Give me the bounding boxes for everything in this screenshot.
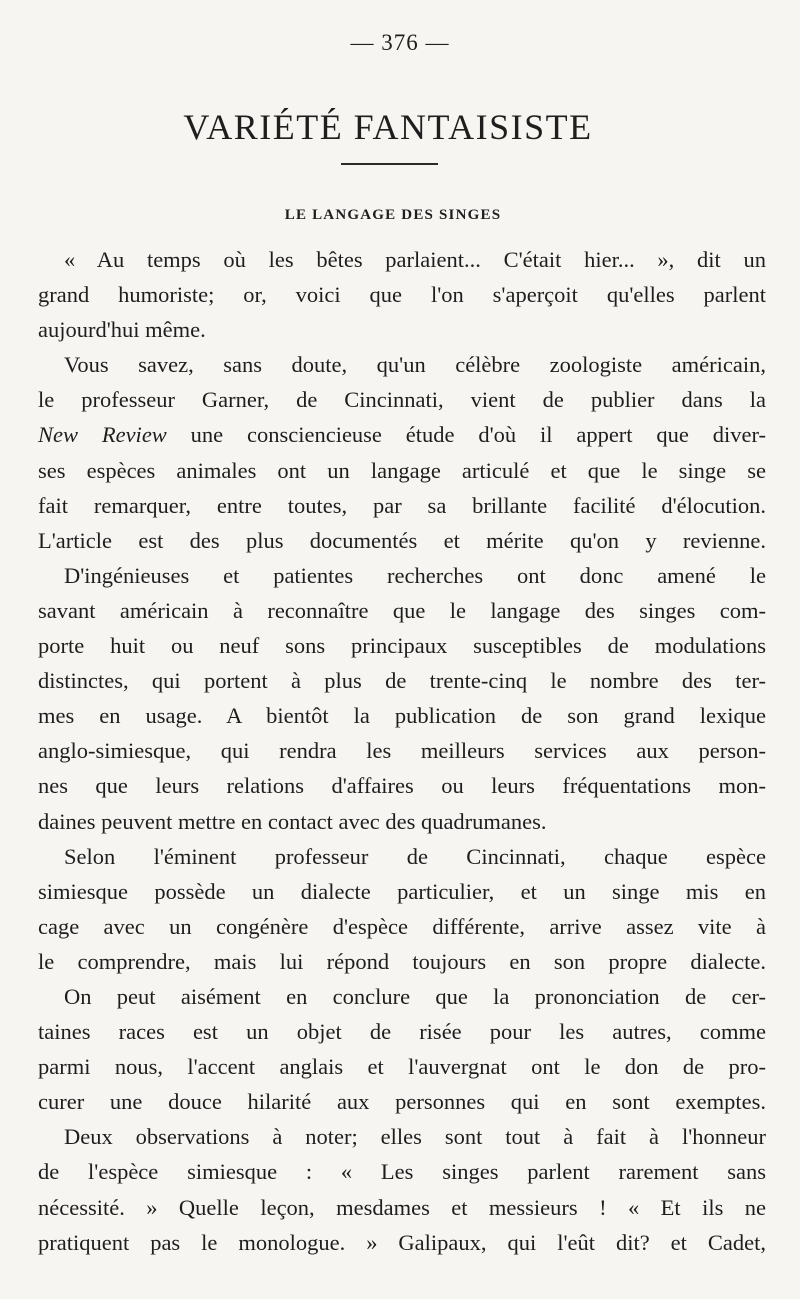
text-line: pratiquent pas le monologue. » Galipaux, qui l'eût dit? et Cadet,: [38, 1229, 766, 1255]
text-line: mes en usage. A bientôt la publication de son grand lexique: [38, 703, 766, 729]
text-line: nes que leurs relations d'affaires ou leurs fréquentations mon-: [38, 773, 766, 799]
text-line: « Au temps où les bêtes parlaient... C'était hier... », dit un: [64, 247, 766, 272]
text-line: ses espèces animales ont un langage articulé et que le singe se: [38, 457, 766, 483]
text-line: le professeur Garner, de Cincinnati, vient de publier dans la: [38, 387, 766, 413]
title-divider: [341, 163, 438, 165]
text-line: anglo-simiesque, qui rendra les meilleurs services aux person-: [38, 738, 766, 764]
text-line: grand humoriste; or, voici que l'on s'aperçoit qu'elles parlent: [38, 282, 766, 308]
text-line: D'ingénieuses et patientes recherches ont donc amené le: [64, 562, 766, 588]
paragraph: [38, 1119, 766, 1259]
article-title: LE LANGAGE DES SINGES: [284, 207, 502, 223]
italic-publication-title: New Review: [38, 422, 167, 448]
article-body: [38, 242, 766, 1260]
paragraph: [38, 839, 766, 979]
text-line: nécessité. » Quelle leçon, mesdames et messieurs ! « Et ils ne: [38, 1194, 766, 1220]
paragraph: [38, 558, 766, 839]
section-title: VARIÉTÉ FANTAISISTE: [183, 107, 593, 147]
text-line: Selon l'éminent professeur de Cincinnati, chaque espèce: [64, 843, 766, 869]
text-line: le comprendre, mais lui répond toujours en son propre dialecte.: [38, 948, 766, 974]
text-line: Vous savez, sans doute, qu'un célèbre zoologiste américain,: [64, 352, 766, 378]
paragraph: [38, 979, 766, 1119]
paragraph: [38, 347, 766, 558]
text-line: fait remarquer, entre toutes, par sa brillante facilité d'élocution.: [38, 492, 766, 518]
paragraph: [38, 242, 766, 347]
text-line: daines peuvent mettre en contact avec des quadrumanes.: [38, 808, 547, 834]
text-line: savant américain à reconnaître que le langage des singes com-: [38, 597, 766, 623]
text-line: taines races est un objet de risée pour les autres, comme: [38, 1019, 766, 1045]
page-number: — 376 —: [350, 30, 450, 55]
text-line: Deux observations à noter; elles sont tout à fait à l'honneur: [64, 1124, 766, 1150]
text-line: aujourd'hui même.: [38, 317, 206, 343]
text-line: distinctes, qui portent à plus de trente-cinq le nombre des ter-: [38, 668, 766, 694]
text-line: simiesque possède un dialecte particulier, et un singe mis en: [38, 878, 766, 904]
text-line: New Review une consciencieuse étude d'où il appert que diver-: [38, 422, 766, 448]
text-line: curer une douce hilarité aux personnes qui en sont exemptes.: [38, 1089, 766, 1115]
text-line: L'article est des plus documentés et mérite qu'on y revienne.: [38, 527, 766, 553]
text-line: On peut aisément en conclure que la prononciation de cer-: [64, 983, 766, 1009]
text-line: parmi nous, l'accent anglais et l'auvergnat ont le don de pro-: [38, 1054, 766, 1080]
text-line: de l'espèce simiesque : « Les singes parlent rarement sans: [38, 1159, 766, 1185]
text-line: cage avec un congénère d'espèce différente, arrive assez vite à: [38, 913, 766, 939]
text-line: porte huit ou neuf sons principaux susceptibles de modulations: [38, 633, 766, 659]
